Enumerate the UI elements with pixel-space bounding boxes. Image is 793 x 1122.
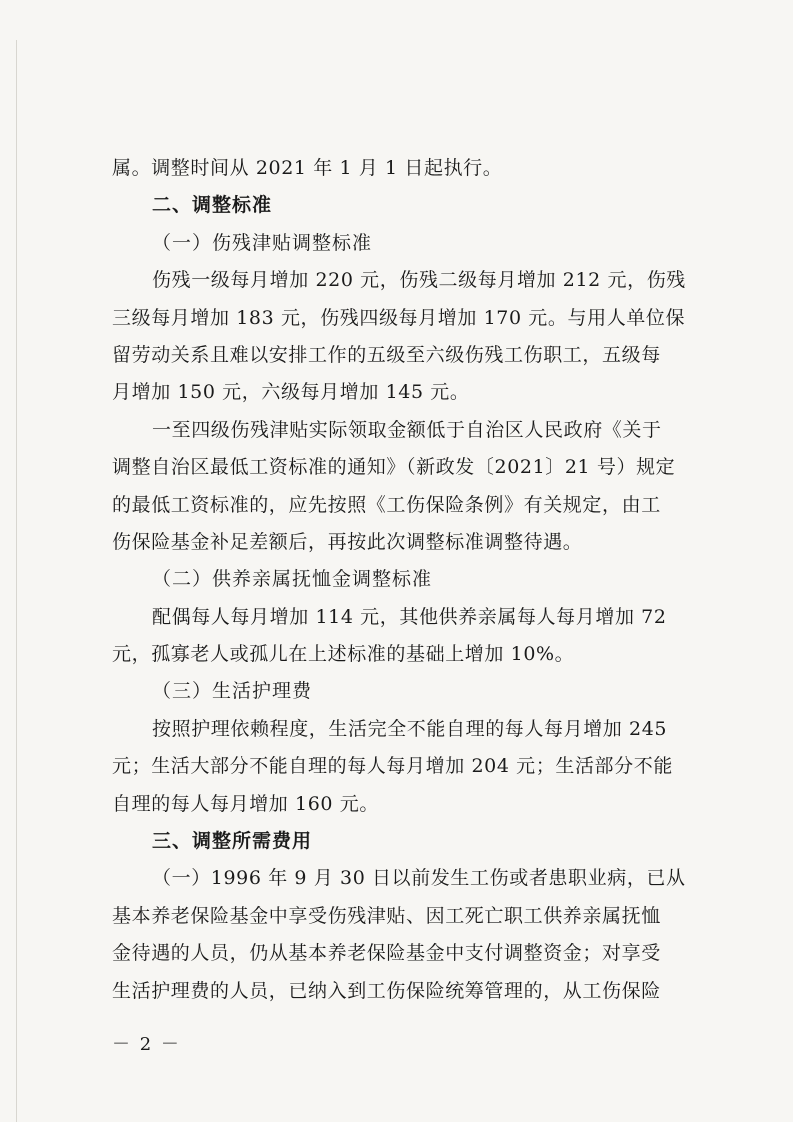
paragraph-line: 生活护理费的人员，已纳入到工伤保险统筹管理的，从工伤保险 xyxy=(112,979,661,1002)
subsection-heading: （二）供养亲属抚恤金调整标准 xyxy=(152,568,433,591)
paragraph-line: 调整自治区最低工资标准的通知》（新政发〔2021〕21 号）规定 xyxy=(112,456,676,479)
page-number: － 2 － xyxy=(112,1034,181,1055)
subsection-heading: （一）伤残津贴调整标准 xyxy=(152,231,373,254)
paragraph-line: 元，孤寡老人或孤儿在上述标准的基础上增加 10%。 xyxy=(112,643,575,666)
paragraph-line: 配偶每人每月增加 114 元，其他供养亲属每人每月增加 72 xyxy=(152,605,667,628)
subsection-heading: （三）生活护理费 xyxy=(152,680,313,703)
paragraph-line: （一）1996 年 9 月 30 日以前发生工伤或者患职业病，已从 xyxy=(152,867,686,890)
paragraph-line: 伤残一级每月增加 220 元，伤残二级每月增加 212 元，伤残 xyxy=(152,269,686,292)
paragraph-line: 金待遇的人员，仍从基本养老保险基金中支付调整资金；对享受 xyxy=(112,942,661,965)
document-body xyxy=(112,150,696,1010)
paragraph-line: 元；生活大部分不能自理的每人每月增加 204 元；生活部分不能 xyxy=(112,755,673,778)
paragraph-line: 一至四级伤残津贴实际领取金额低于自治区人民政府《关于 xyxy=(152,418,662,441)
paragraph-line: 留劳动关系且难以安排工作的五级至六级伤残工伤职工，五级每 xyxy=(112,343,661,366)
paragraph-line: 月增加 150 元，六级每月增加 145 元。 xyxy=(112,381,470,404)
paragraph-line: 的最低工资标准的，应先按照《工伤保险条例》有关规定，由工 xyxy=(112,493,661,516)
section-heading: 二、调整标准 xyxy=(152,194,273,217)
paragraph-line: 伤保险基金补足差额后，再按此次调整标准调整待遇。 xyxy=(112,530,583,553)
paragraph-line: 自理的每人每月增加 160 元。 xyxy=(112,792,379,815)
paragraph-line: 三级每月增加 183 元，伤残四级每月增加 170 元。与用人单位保 xyxy=(112,306,686,329)
section-heading: 三、调整所需费用 xyxy=(152,830,313,853)
paragraph-line: 基本养老保险基金中享受伤残津贴、因工死亡职工供养亲属抚恤 xyxy=(112,904,661,927)
paragraph-line: 按照护理依赖程度，生活完全不能自理的每人每月增加 245 xyxy=(152,717,668,740)
paragraph-line: 属。调整时间从 2021 年 1 月 1 日起执行。 xyxy=(112,157,503,179)
page-edge xyxy=(16,40,17,1122)
